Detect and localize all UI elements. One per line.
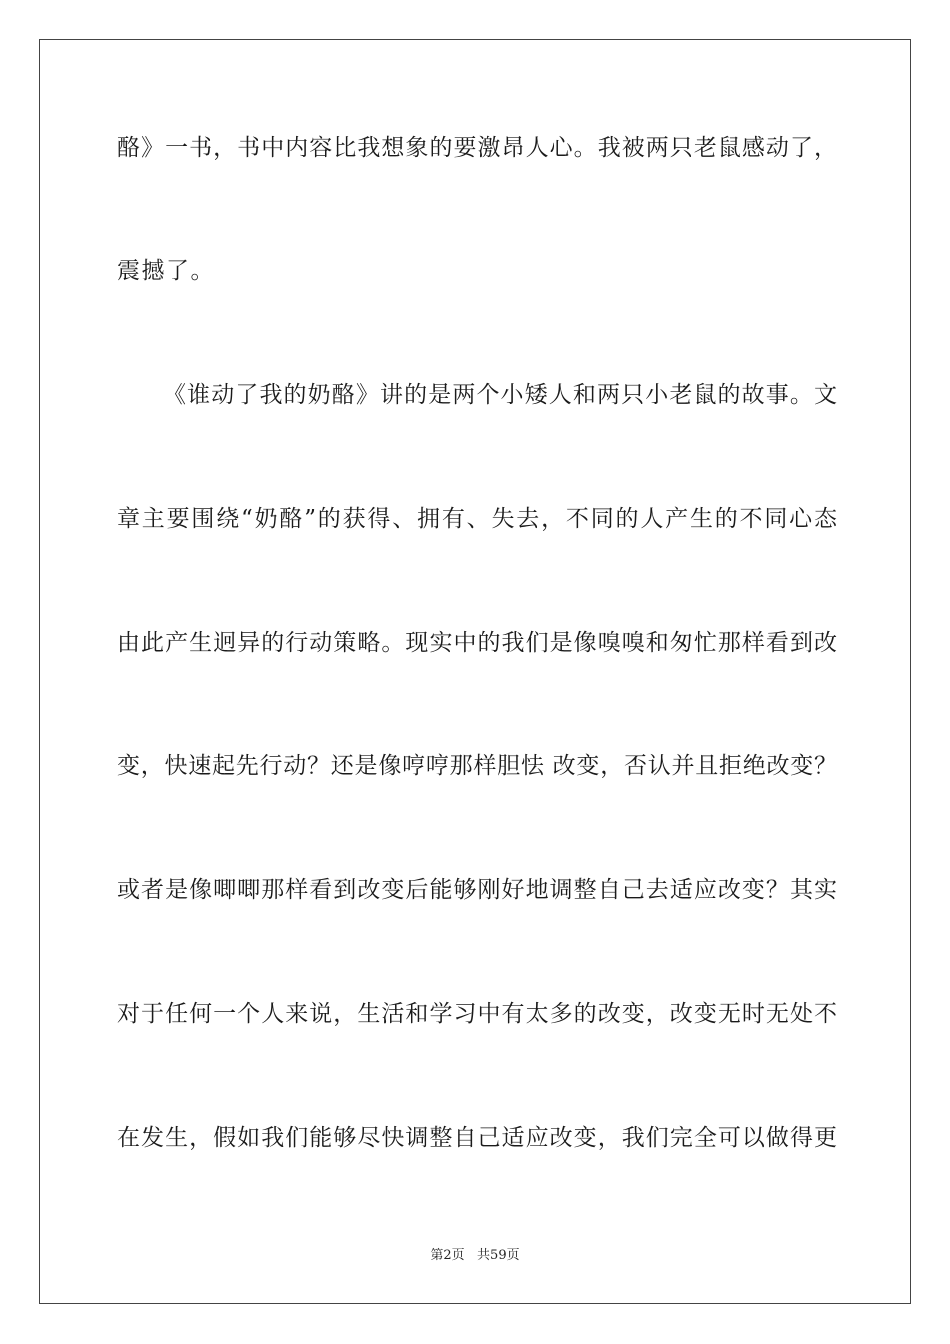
text-line-3: 《谁动了我的奶酪》讲的是两个小矮人和两只小老鼠的故事。文 bbox=[163, 382, 837, 408]
text-line-5: 由此产生迥异的行动策略。现实中的我们是像嗅嗅和匆忙那样看到改 bbox=[117, 630, 837, 656]
text-line-1: 酪》一书，书中内容比我想象的要激昂人心。我被两只老鼠感动了， bbox=[117, 135, 837, 161]
text-line-7: 或者是像唧唧那样看到改变后能够刚好地调整自己去适应改变？其实 bbox=[117, 877, 837, 903]
text-line-8: 对于任何一个人来说，生活和学习中有太多的改变，改变无时无处不 bbox=[117, 1001, 837, 1027]
text-line-2: 震撼了。 bbox=[117, 258, 215, 284]
text-line-6: 变，快速起先行动？还是像哼哼那样胆怯 改变，否认并且拒绝改变？ bbox=[117, 753, 837, 779]
text-line-9: 在发生，假如我们能够尽快调整自己适应改变，我们完全可以做得更 bbox=[117, 1125, 837, 1151]
text-line-4: 章主要围绕“奶酪”的获得、拥有、失去，不同的人产生的不同心态 bbox=[117, 506, 837, 532]
page-frame bbox=[39, 39, 911, 1304]
page-number-footer: 第2页 共59页 bbox=[430, 1248, 520, 1263]
